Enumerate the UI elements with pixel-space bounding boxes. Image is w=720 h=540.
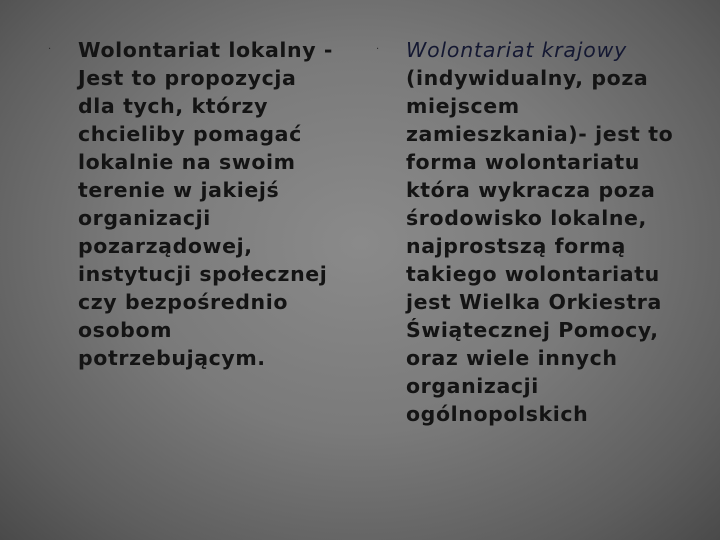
right-line: takiego wolontariatu — [406, 262, 660, 286]
left-line: potrzebującym. — [78, 346, 266, 370]
left-line: organizacji — [78, 206, 211, 230]
right-line: ogólnopolskich — [406, 402, 589, 426]
bullet-icon: · — [376, 44, 380, 55]
left-line: instytucji społecznej — [78, 262, 328, 286]
right-column — [376, 36, 696, 428]
right-line: najprostszą formą — [406, 234, 626, 258]
right-line: środowisko lokalne, — [406, 206, 647, 230]
left-heading: Wolontariat lokalny - — [78, 38, 334, 62]
left-line: lokalnie na swoim — [78, 150, 296, 174]
right-line: organizacji — [406, 374, 539, 398]
right-line: Świątecznej Pomocy, — [406, 318, 659, 342]
bullet-icon: · — [48, 44, 52, 55]
left-line: dla tych, którzy — [78, 94, 269, 118]
left-line: chcieliby pomagać — [78, 122, 302, 146]
left-line: czy bezpośrednio — [78, 290, 289, 314]
left-paragraph — [78, 36, 348, 372]
left-line: terenie w jakiejś — [78, 178, 280, 202]
left-line: Jest to propozycja — [78, 66, 297, 90]
right-line: miejscem — [406, 94, 520, 118]
left-line: osobom — [78, 318, 173, 342]
right-paragraph — [406, 36, 696, 428]
right-line: oraz wiele innych — [406, 346, 618, 370]
right-heading: Wolontariat krajowy — [406, 38, 628, 62]
right-line: forma wolontariatu — [406, 150, 640, 174]
right-line: zamieszkania)- jest to — [406, 122, 674, 146]
right-line: (indywidualny, poza — [406, 66, 649, 90]
right-line: jest Wielka Orkiestra — [406, 290, 662, 314]
left-column — [48, 36, 348, 372]
right-line: która wykracza poza — [406, 178, 656, 202]
left-line: pozarządowej, — [78, 234, 253, 258]
